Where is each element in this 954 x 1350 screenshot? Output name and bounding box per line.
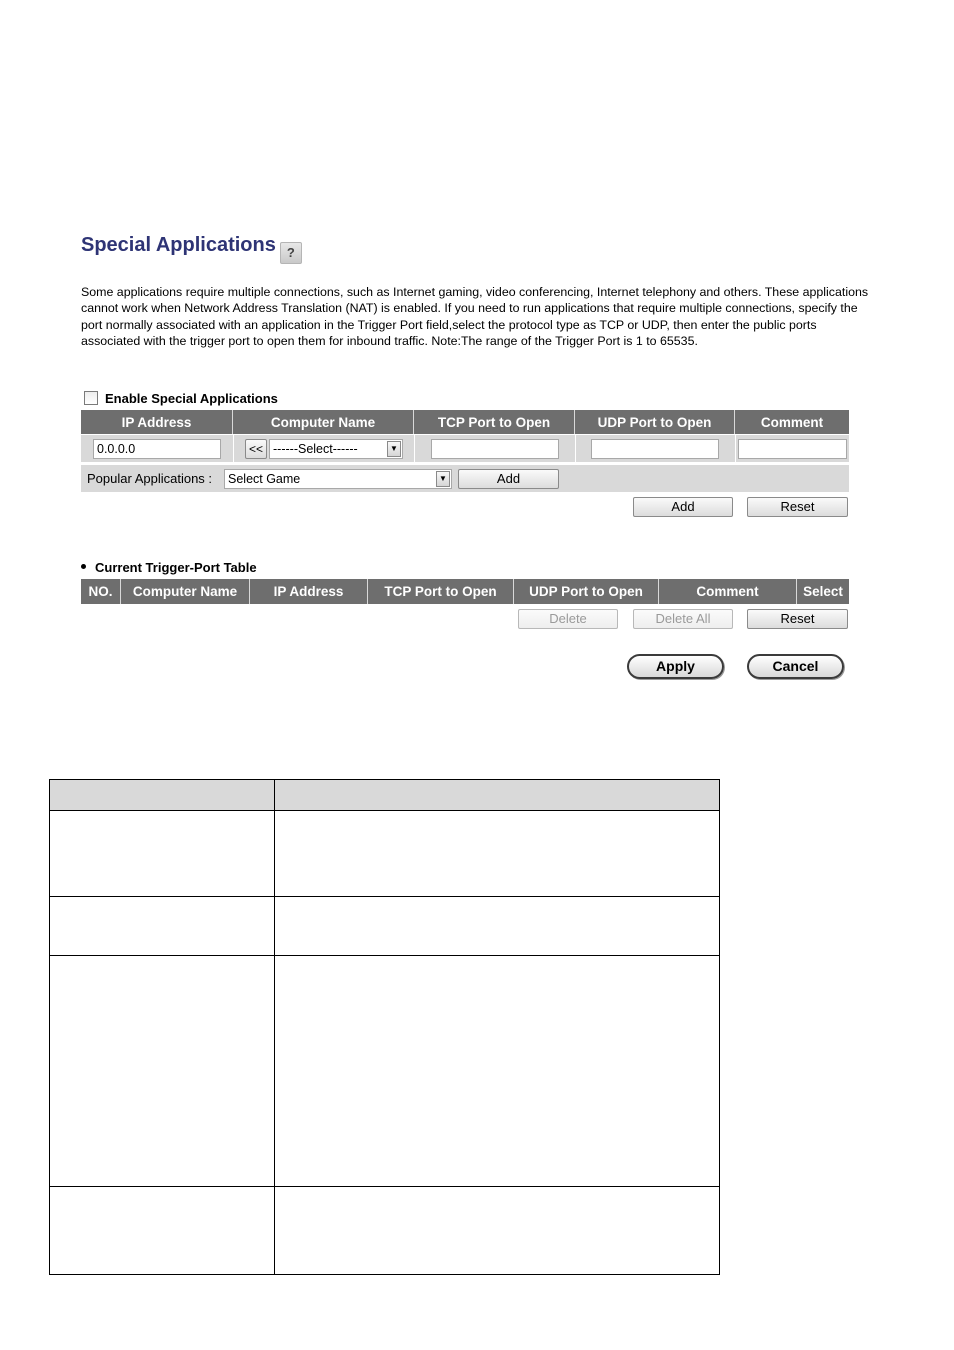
header-ip-address: IP Address	[250, 579, 368, 604]
cancel-button[interactable]: Cancel	[747, 654, 844, 679]
page-title-text: Special Applications	[81, 234, 276, 256]
document-table-divider	[274, 780, 275, 1274]
header-udp-port: UDP Port to Open	[575, 410, 735, 434]
header-comment: Comment	[760, 414, 824, 430]
page-title	[81, 234, 302, 264]
header-tcp-port: TCP Port to Open	[414, 410, 575, 434]
header-comment: Comment	[659, 579, 797, 604]
chevron-down-icon: ▼	[387, 441, 401, 457]
udp-port-input[interactable]	[591, 439, 719, 459]
header-tcp-port: TCP Port to Open	[368, 579, 514, 604]
input-table-header	[81, 410, 849, 434]
ip-address-input[interactable]: 0.0.0.0	[93, 439, 221, 459]
document-table-row-line	[50, 1186, 719, 1187]
trigger-table-header	[81, 579, 849, 604]
delete-button[interactable]: Delete	[518, 609, 618, 629]
trigger-reset-button[interactable]: Reset	[747, 609, 848, 629]
enable-special-applications	[84, 391, 278, 406]
document-table-row-line	[50, 896, 719, 897]
header-ip-address: IP Address	[81, 410, 233, 434]
comment-input[interactable]	[738, 439, 847, 459]
header-no: NO.	[81, 579, 121, 604]
header-computer-name: Computer Name	[121, 579, 250, 604]
document-table	[49, 779, 720, 1275]
document-table-header	[50, 780, 719, 811]
popular-applications-label: Popular Applications :	[87, 471, 213, 486]
enable-label: Enable Special Applications	[105, 391, 278, 406]
computer-name-select-value: ------Select------	[273, 442, 358, 456]
popular-applications-select[interactable]	[224, 469, 452, 489]
reset-button[interactable]: Reset	[747, 497, 848, 517]
document-table-row-line	[50, 955, 719, 956]
copy-computer-name-button[interactable]: <<	[245, 439, 267, 459]
chevron-down-icon: ▼	[436, 471, 450, 487]
bullet-icon	[81, 564, 86, 569]
help-icon[interactable]: ?	[280, 242, 302, 264]
header-select: Select	[803, 584, 843, 599]
page-description: Some applications require multiple connections, such as Internet gaming, video conferencing, Internet telephony and others. These applications cannot work when Network Address Translation (NAT) is enabled. If you need to run applications that require multiple connections, specify the port normally associated with an application in the Trigger Port field,select the protocol type as TCP or UDP, then enter the public ports associated with the trigger port to open them for inbound traffic. Note:The range of the Trigger Port is 1 to 65535.	[81, 285, 869, 349]
apply-button[interactable]: Apply	[627, 654, 724, 679]
enable-checkbox[interactable]	[84, 391, 98, 405]
popular-applications-select-value: Select Game	[228, 472, 301, 486]
popular-add-button[interactable]: Add	[458, 469, 559, 489]
header-computer-name: Computer Name	[233, 410, 414, 434]
trigger-table-title-text: Current Trigger-Port Table	[95, 560, 257, 575]
computer-name-select[interactable]	[269, 439, 403, 459]
header-udp-port: UDP Port to Open	[514, 579, 659, 604]
add-button[interactable]: Add	[633, 497, 733, 517]
delete-all-button[interactable]: Delete All	[633, 609, 733, 629]
tcp-port-input[interactable]	[431, 439, 559, 459]
trigger-table-title	[81, 560, 257, 575]
